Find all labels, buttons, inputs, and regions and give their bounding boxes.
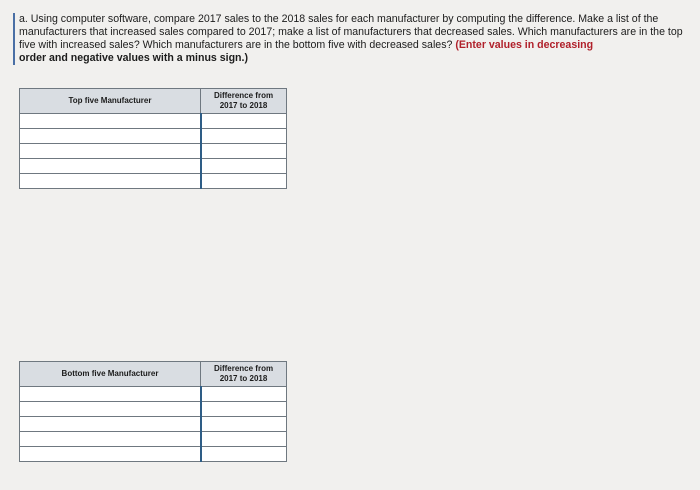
bottom-difference-cell-4[interactable] [201,432,287,447]
table-row [20,432,287,447]
question-hint: (Enter values in decreasing [455,39,594,51]
top-difference-cell-4[interactable] [201,159,287,174]
top-difference-input-5[interactable] [202,174,287,188]
top-manufacturer-cell-4[interactable] [20,159,201,174]
top-manufacturer-input-2[interactable] [20,129,200,143]
bottom-manufacturer-cell-3[interactable] [20,417,201,432]
top-diff-header-line2: 2017 to 2018 [219,101,268,110]
bottom-difference-cell-1[interactable] [201,387,287,402]
bottom-manufacturer-cell-5[interactable] [20,447,201,462]
bottom-difference-cell-5[interactable] [201,447,287,462]
question-text [13,13,699,65]
top-difference-cell-3[interactable] [201,144,287,159]
table-row [20,417,287,432]
table-row [20,159,287,174]
bottom-manufacturer-input-5[interactable] [20,447,200,461]
top-five-difference-header [201,89,287,114]
top-difference-cell-1[interactable] [201,114,287,129]
bottom-difference-cell-3[interactable] [201,417,287,432]
top-five-table [19,88,287,189]
question-body: a. Using computer software, compare 2017 sales to the 2018 sales for each manufacturer by computing the difference. Make a list of the manufacturers that increased sales compared to 2017; make a list of manufacturers that decreased sales. Which manufacturers are in the top five with increased sales? Which manufacturers are in the bottom five with decreased sales? [19,13,683,51]
top-difference-input-1[interactable] [202,114,287,128]
bottom-difference-input-5[interactable] [202,447,287,461]
bottom-manufacturer-input-4[interactable] [20,432,200,446]
table-row [20,114,287,129]
top-five-manufacturer-header: Top five Manufacturer [20,89,201,114]
bottom-manufacturer-cell-4[interactable] [20,432,201,447]
bottom-manufacturer-cell-1[interactable] [20,387,201,402]
top-diff-header-line1: Difference from [213,91,274,100]
bottom-manufacturer-input-2[interactable] [20,402,200,416]
top-manufacturer-cell-5[interactable] [20,174,201,189]
top-manufacturer-input-5[interactable] [20,174,200,188]
bottom-manufacturer-input-3[interactable] [20,417,200,431]
top-difference-cell-5[interactable] [201,174,287,189]
bottom-manufacturer-input-1[interactable] [20,387,200,401]
top-difference-cell-2[interactable] [201,129,287,144]
top-manufacturer-cell-2[interactable] [20,129,201,144]
top-manufacturer-input-3[interactable] [20,144,200,158]
bottom-manufacturer-cell-2[interactable] [20,402,201,417]
table-row [20,447,287,462]
top-manufacturer-input-1[interactable] [20,114,200,128]
bottom-five-difference-header [201,362,287,387]
table-row [20,144,287,159]
top-difference-input-2[interactable] [202,129,287,143]
top-manufacturer-input-4[interactable] [20,159,200,173]
bottom-difference-input-2[interactable] [202,402,287,416]
bottom-difference-input-1[interactable] [202,387,287,401]
top-difference-input-4[interactable] [202,159,287,173]
bottom-five-table [19,361,287,462]
bottom-five-manufacturer-header: Bottom five Manufacturer [20,362,201,387]
bottom-diff-header-line1: Difference from [213,364,274,373]
bottom-difference-cell-2[interactable] [201,402,287,417]
top-difference-input-3[interactable] [202,144,287,158]
table-row [20,174,287,189]
bottom-diff-header-line2: 2017 to 2018 [219,374,268,383]
table-row [20,402,287,417]
top-manufacturer-cell-3[interactable] [20,144,201,159]
question-hint-tail: order and negative values with a minus sign.) [19,52,248,64]
table-row [20,387,287,402]
table-row [20,129,287,144]
bottom-difference-input-3[interactable] [202,417,287,431]
bottom-difference-input-4[interactable] [202,432,287,446]
top-manufacturer-cell-1[interactable] [20,114,201,129]
